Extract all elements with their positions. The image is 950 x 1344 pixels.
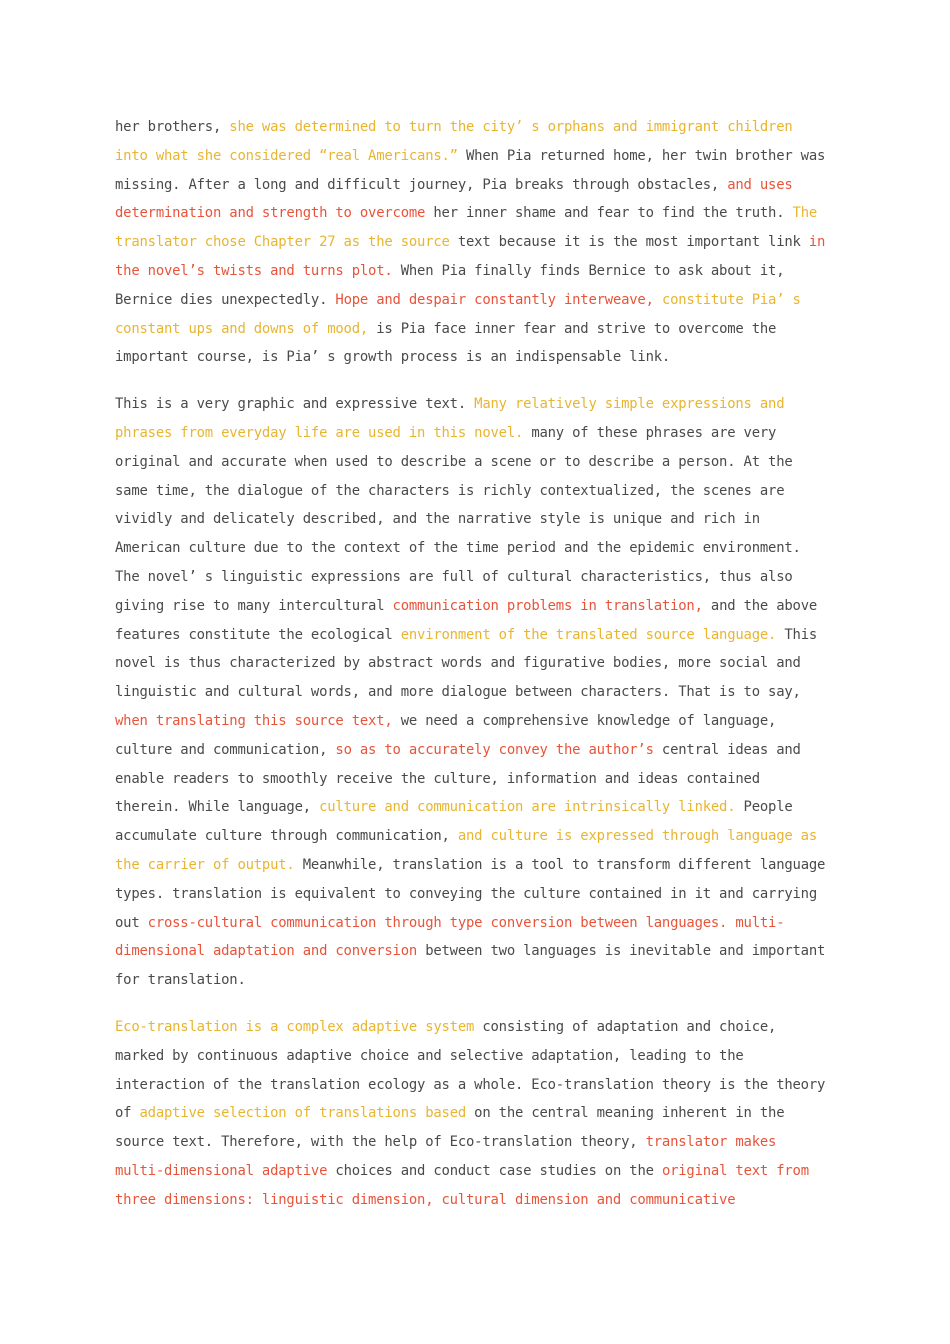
text-segment: consisting of adaptation and choice, marked by continuous adaptive choice and selective adaptation, leading to the interaction of the translation ecology as a whole. Eco-translation theory is the theory of — [115, 1018, 826, 1122]
highlighted-text-segment: Eco-translation is a complex adaptive system — [115, 1018, 475, 1035]
text-segment: text because it is the most important link — [449, 234, 809, 251]
text-segment: is Pia face inner fear and strive to overcome the important course, is Pia’ s growth process is an indispensable link. — [115, 320, 777, 366]
text-segment: This is a very graphic and expressive text. — [115, 396, 475, 413]
document-page — [115, 113, 831, 1232]
text-segment: we need a comprehensive knowledge of language, culture and communication, — [115, 712, 777, 758]
text-segment: on the central meaning inherent in the source text. Therefore, with the help of Eco-translation theory, — [115, 1105, 785, 1151]
text-segment: between two languages is inevitable and important for translation. — [115, 943, 826, 989]
highlighted-text-segment: culture and communication are intrinsically linked. — [319, 799, 736, 816]
highlighted-text-segment: environment of the translated source language. — [400, 626, 777, 643]
highlighted-text-segment: and uses determination and strength to overcome — [115, 176, 793, 222]
highlighted-text-segment: communication problems in translation, — [392, 597, 703, 614]
paragraph-2 — [115, 390, 831, 995]
highlighted-text-segment: Hope and despair constantly interweave, — [335, 291, 654, 308]
text-segment: her inner shame and fear to find the truth. — [425, 205, 793, 222]
text-segment: Meanwhile, translation is a tool to transform different language types. translation is equivalent to conveying the culture contained in it and carrying out — [115, 856, 826, 931]
highlighted-text-segment: Many relatively simple expressions and phrases from everyday life are used in this novel. — [115, 396, 785, 441]
highlighted-text-segment: The translator chose Chapter 27 as the source — [115, 205, 818, 251]
highlighted-text-segment: when translating this source text, — [115, 712, 393, 729]
highlighted-text-segment: constitute Pia’ s constant ups and downs of mood, — [115, 291, 801, 337]
text-segment: central ideas and enable readers to smoothly receive the culture, information and ideas contained therein. While language, — [115, 741, 801, 816]
highlighted-text-segment: and culture is expressed through language as the carrier of output. — [115, 828, 818, 873]
text-segment: and the above features constitute the ecological — [115, 597, 818, 643]
paragraph-3 — [115, 1013, 831, 1215]
text-segment: This novel is thus characterized by abstract words and figurative bodies, more social and linguistic and cultural words, and more dialogue between characters. That is to say, — [115, 626, 818, 701]
highlighted-text-segment: in the novel’s twists and turns plot. — [115, 234, 826, 279]
text-segment: choices and conduct case studies on the — [327, 1162, 662, 1179]
highlighted-text-segment: so as to accurately convey the author’s — [335, 741, 654, 758]
text-segment: People accumulate culture through communication, — [115, 799, 793, 845]
text-segment: When Pia finally finds Bernice to ask about it, Bernice dies unexpectedly. — [115, 262, 785, 308]
highlighted-text-segment: cross-cultural communication through type conversion between languages. multi-dimensional adaptation and conversion — [115, 914, 785, 960]
highlighted-text-segment: adaptive selection of translations based — [139, 1105, 467, 1122]
text-segment: When Pia returned home, her twin brother was missing. After a long and difficult journey, Pia breaks through obstacles, — [115, 147, 826, 193]
text-segment — [654, 292, 662, 308]
highlighted-text-segment: original text from three dimensions: linguistic dimension, cultural dimension and communicative — [115, 1162, 809, 1208]
highlighted-text-segment: translator makes multi-dimensional adaptive — [115, 1134, 777, 1179]
text-segment: her brothers, — [115, 119, 230, 135]
text-segment: many of these phrases are very original and accurate when used to describe a scene or to describe a person. At the same time, the dialogue of the characters is richly contextualized, the scenes are vividly and delicately described, and the narrative style is unique and rich in American culture due to the context of the time period and the epidemic environment. The novel’ s linguistic expressions are full of cultural characteristics, thus also giving rise to many intercultural — [115, 424, 801, 614]
paragraph-1 — [115, 113, 831, 372]
highlighted-text-segment: she was determined to turn the city’ s orphans and immigrant children into what she considered “real Americans.” — [115, 119, 793, 164]
